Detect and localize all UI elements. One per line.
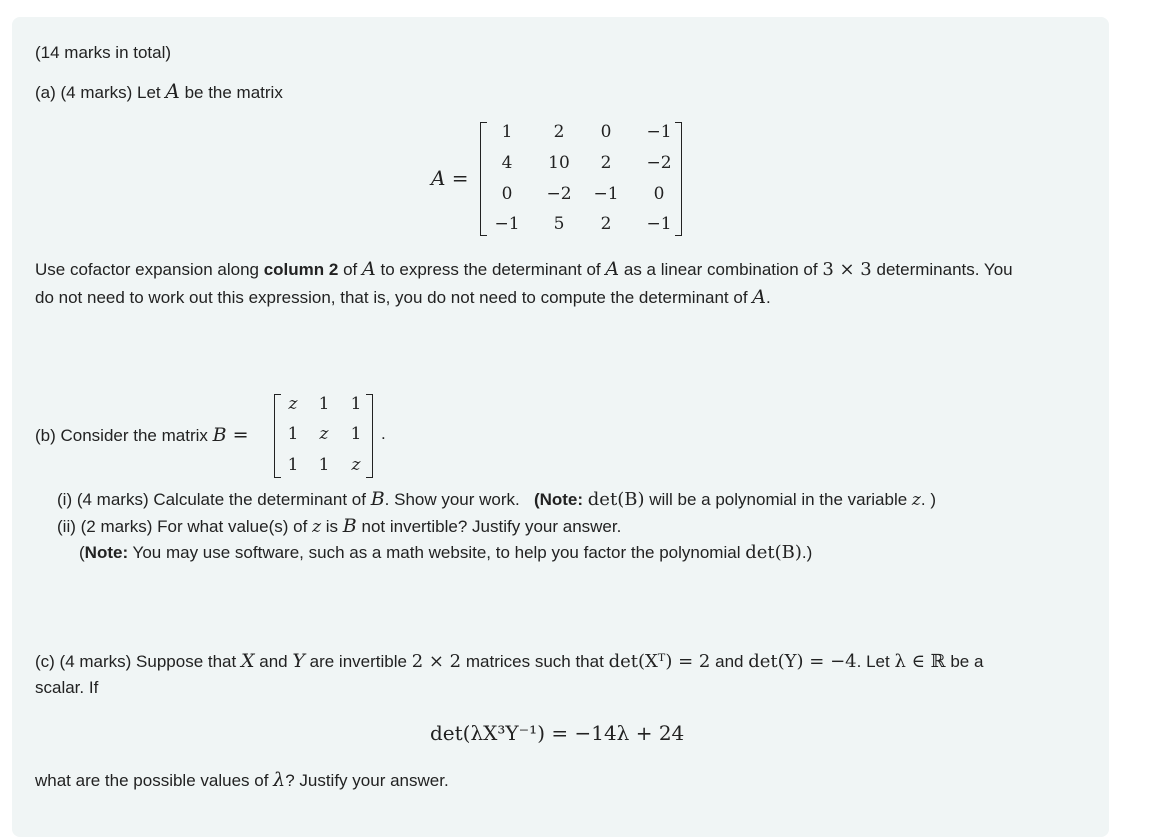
b-ii-text3: not invertible? Justify your answer. xyxy=(361,517,622,536)
c-dims: 2 × 2 xyxy=(411,651,462,672)
b-i-var: B xyxy=(370,488,385,510)
part-a-intro-prefix: (a) (4 marks) Let xyxy=(35,83,161,102)
q1-end: determinants. You xyxy=(876,260,1013,279)
matrix-a-cell: −1 xyxy=(646,122,672,142)
part-c-final xyxy=(35,769,449,791)
matrix-b-cell: 1 xyxy=(287,424,299,444)
matrix-b-period: . xyxy=(381,424,386,443)
matrix-a-label: A = xyxy=(431,166,469,190)
q1-text: Use cofactor expansion along xyxy=(35,260,259,279)
part-a-intro xyxy=(35,79,283,103)
matrix-a-cell: −1 xyxy=(494,214,520,234)
matrix-b-cell: z xyxy=(288,394,298,414)
q1-dims: 3 × 3 xyxy=(822,259,872,280)
b-i-note-label: (Note: xyxy=(533,490,584,509)
b-i-note-end: . ) xyxy=(920,490,936,509)
part-a-intro-var: A xyxy=(165,79,180,103)
matrix-b-cell: z xyxy=(351,455,361,475)
b-i-text2: . Show your work. xyxy=(384,490,520,509)
matrix-b-right-bracket xyxy=(366,394,373,478)
c-var-y: Y xyxy=(292,650,305,672)
matrix-a-left-bracket xyxy=(480,122,487,236)
matrix-b-cell: 1 xyxy=(287,455,299,475)
part-a-question-line2 xyxy=(35,286,771,308)
part-b-intro-text: (b) Consider the matrix xyxy=(35,426,208,445)
b-i-note-var: z xyxy=(911,490,921,510)
matrix-a-right-bracket xyxy=(675,122,682,236)
c-var-x: X xyxy=(240,650,255,672)
total-marks: (14 marks in total) xyxy=(35,43,172,62)
part-c-equation: det(λX³Y⁻¹) = −14λ + 24 xyxy=(430,721,685,745)
matrix-b-cell: 1 xyxy=(318,455,330,475)
b-ii-var: z xyxy=(312,517,322,537)
part-c-line1 xyxy=(35,650,983,672)
b-note-label: Note: xyxy=(84,543,129,562)
c-final-end: ? Justify your answer. xyxy=(285,771,449,790)
matrix-a-cell: −2 xyxy=(546,184,572,204)
part-c-line2: scalar. If xyxy=(35,678,99,697)
matrix-a-cell: 0 xyxy=(501,184,513,204)
q1-mid: to express the determinant of xyxy=(380,260,601,279)
matrix-a-cell: 0 xyxy=(653,184,665,204)
matrix-a-cell: −1 xyxy=(646,214,672,234)
b-ii-text2: is xyxy=(325,517,339,536)
matrix-a-cell: 2 xyxy=(600,153,612,173)
b-note-text: You may use software, such as a math website, to help you factor the polynomial xyxy=(132,543,741,562)
c-mid: are invertible xyxy=(309,652,407,671)
matrix-a-cell: 2 xyxy=(600,214,612,234)
c-mid3: . Let xyxy=(856,652,890,671)
c-final-var: λ xyxy=(273,769,286,791)
matrix-a-cell: −2 xyxy=(646,153,672,173)
matrix-a-cell: 10 xyxy=(548,153,570,173)
b-i-note-text: will be a polynomial in the variable xyxy=(649,490,908,509)
c-det-y: det(Y) = −4 xyxy=(748,651,857,672)
part-b-intro xyxy=(35,424,249,446)
matrix-a-cell: −1 xyxy=(593,184,619,204)
matrix-a-cell: 2 xyxy=(553,122,565,142)
matrix-b-left-bracket xyxy=(274,394,281,478)
part-b-note xyxy=(79,542,812,563)
q1-of: of xyxy=(343,260,358,279)
matrix-b-cell: 1 xyxy=(318,394,330,414)
b-note-open: ( xyxy=(79,543,85,562)
b-i-note-math: det(B) xyxy=(587,489,645,510)
c-det-xt: det(Xᵀ) = 2 xyxy=(608,651,711,672)
part-a-intro-suffix: be the matrix xyxy=(184,83,283,102)
c-end: be a xyxy=(950,652,984,671)
matrix-a-cell: 5 xyxy=(553,214,565,234)
matrix-b-cell: 1 xyxy=(350,424,362,444)
c-mid2: matrices such that xyxy=(465,652,604,671)
part-b-i xyxy=(57,488,936,510)
b-note-end: .) xyxy=(801,543,813,562)
q1-var-a: A xyxy=(362,258,376,280)
part-b-ii xyxy=(57,515,621,537)
matrix-a-cell: 4 xyxy=(501,153,513,173)
q1-bold-column: column 2 xyxy=(263,260,339,279)
q2-var-a: A xyxy=(752,286,767,308)
c-pre: (c) (4 marks) Suppose that xyxy=(35,652,237,671)
q1-mid2: as a linear combination of xyxy=(623,260,818,279)
q2-text: do not need to work out this expression, that is, you do not need to compute the determinant of xyxy=(35,288,748,307)
q2-end: . xyxy=(766,288,771,307)
matrix-a-cell: 0 xyxy=(600,122,612,142)
matrix-b-cell: z xyxy=(319,424,329,444)
matrix-b-label: B = xyxy=(212,424,249,446)
b-i-text: (i) (4 marks) Calculate the determinant of xyxy=(57,490,366,509)
matrix-b-cell: 1 xyxy=(350,394,362,414)
c-lambda-in-r: λ ∈ ℝ xyxy=(894,651,946,672)
c-and2: and xyxy=(715,652,744,671)
b-ii-var2: B xyxy=(342,515,357,537)
c-final-pre: what are the possible values of xyxy=(35,771,269,790)
b-note-math: det(B) xyxy=(745,542,802,563)
q1-var-a2: A xyxy=(605,258,620,280)
part-a-question-line1 xyxy=(35,258,1013,280)
b-ii-text: (ii) (2 marks) For what value(s) of xyxy=(57,517,308,536)
c-and: and xyxy=(259,652,288,671)
matrix-a-cell: 1 xyxy=(501,122,513,142)
